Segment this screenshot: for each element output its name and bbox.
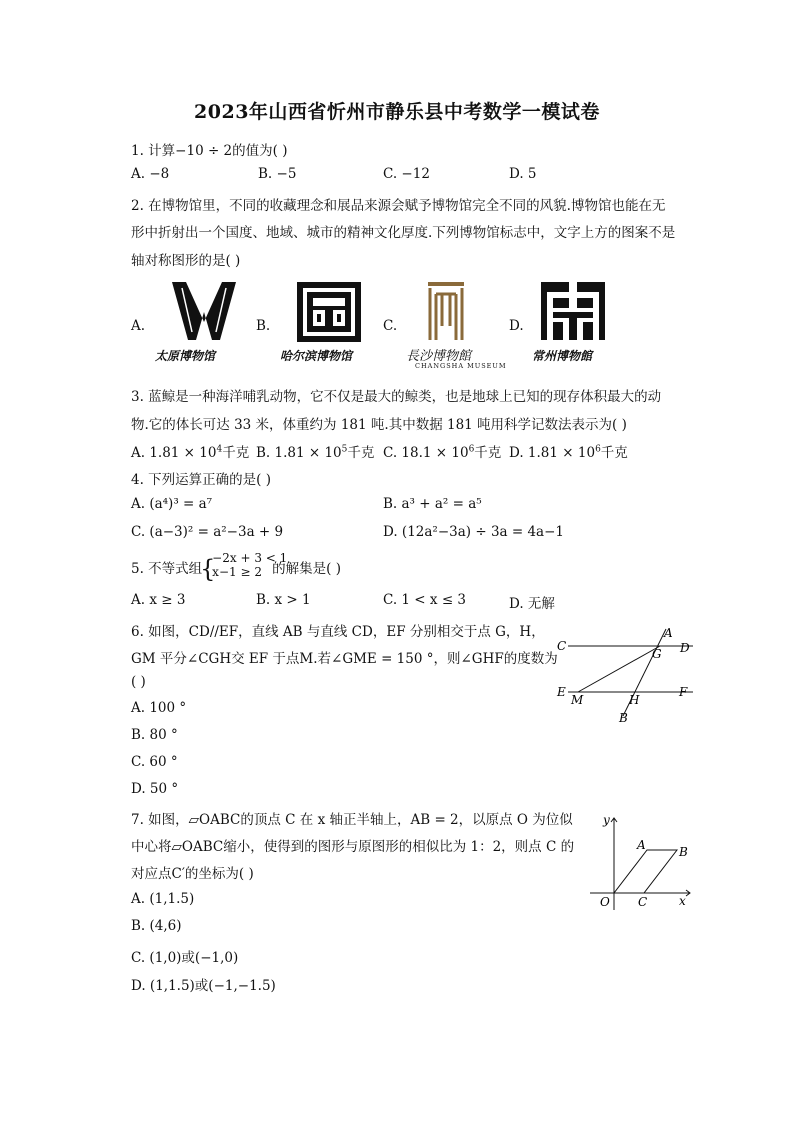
label-y: y	[603, 813, 610, 827]
q4-option-a: A. (a⁴)³ = a⁷	[131, 496, 213, 512]
label-c: C	[557, 639, 567, 653]
label-f: F	[679, 685, 688, 699]
question-6-line-2: GM 平分∠CGH交 EF 于点M.若∠GME = 150 °，则∠GHF的度数为	[131, 651, 558, 667]
label-o: O	[600, 895, 610, 909]
q3-option-d: D. $1.81 \times 10^6$千克	[509, 444, 628, 461]
question-4-stem: 4. 下列运算正确的是( )	[131, 472, 271, 488]
harbin-museum-caption: 哈尔滨博物馆	[280, 349, 353, 363]
q7-option-d: D. (1,1.5)或(−1,−1.5)	[131, 978, 276, 994]
changsha-museum-logo	[428, 282, 464, 340]
question-7-line-2: 中心将▱OABC缩小，使得到的图形与原图形的相似比为 1：2，则点 C 的	[131, 839, 575, 855]
q5-option-a: A. x ≥ 3	[131, 592, 186, 608]
label-d: D	[680, 641, 690, 655]
question-2-line-3: 轴对称图形的是( )	[131, 253, 241, 269]
changsha-museum-caption: 長沙博物館	[406, 349, 472, 364]
line-gm	[578, 646, 660, 692]
label-c: C	[638, 895, 648, 909]
q3-option-b: B. $1.81 \times 10^5$千克	[256, 444, 375, 461]
parallelogram-figure	[590, 810, 694, 914]
taiyuan-museum-logo	[168, 282, 240, 344]
parallel-lines-figure	[553, 624, 703, 724]
q7-option-a: A. (1,1.5)	[131, 891, 195, 907]
question-7-line-3: 对应点C′的坐标为( )	[131, 866, 254, 882]
label-m: M	[571, 693, 584, 707]
q5-option-d: D. 无解	[509, 596, 555, 612]
q6-option-c: C. 60 °	[131, 754, 178, 770]
inequality-2: x−1 ≥ 2	[212, 565, 262, 579]
q4-option-d: D. (12a²−3a) ÷ 3a = 4a−1	[383, 524, 565, 540]
q5-option-b: B. x > 1	[256, 592, 311, 608]
question-7-line-1: 7. 如图，▱OABC的顶点 C 在 x 轴正半轴上，AB = 2，以原点 O 为位似	[131, 812, 573, 828]
question-2-line-1: 2. 在博物馆里，不同的收藏理念和展品来源会赋予博物馆完全不同的风貌.博物馆也能在无	[131, 198, 666, 214]
q1-option-c: C. −12	[383, 166, 430, 182]
question-3-line-1: 3. 蓝鲸是一种海洋哺乳动物，它不仅是最大的鲸类，也是地球上已知的现存体积最大的动	[131, 389, 662, 405]
label-a: A	[664, 626, 673, 640]
q7-option-b: B. (4,6)	[131, 918, 182, 934]
taiyuan-museum-caption: 太原博物馆	[155, 349, 216, 363]
page-title: 2023年山西省忻州市静乐县中考数学一模试卷	[194, 101, 600, 123]
q4-option-b: B. a³ + a² = a⁵	[383, 496, 482, 512]
q1-option-d: D. 5	[509, 166, 537, 182]
question-1-stem: 1. 计算−10 ÷ 2的值为( )	[131, 143, 288, 159]
question-3-line-2: 物.它的体长可达 33 米，体重约为 181 吨.其中数据 181 吨用科学记数法表示为( )	[131, 417, 627, 433]
q5-option-c: C. 1 < x ≤ 3	[383, 592, 467, 608]
question-2-line-2: 形中折射出一个国度、地域、城市的精神文化厚度.下列博物馆标志中，文字上方的图案不是	[131, 225, 676, 241]
q3-option-c: C. $18.1 \times 10^6$千克	[383, 444, 502, 461]
q6-option-b: B. 80 °	[131, 727, 178, 743]
label-h: H	[629, 693, 640, 707]
changsha-museum-subcaption: CHANGSHA MUSEUM	[415, 362, 507, 370]
parallelogram-oabc	[614, 850, 677, 893]
label-e: E	[557, 685, 566, 699]
q4-option-c: C. (a−3)² = a²−3a + 9	[131, 524, 284, 540]
q6-option-d: D. 50 °	[131, 781, 179, 797]
q2-option-b: B.	[256, 318, 271, 334]
inequality-1: −2x + 3 < 1	[212, 551, 288, 565]
label-x: x	[679, 894, 686, 908]
q2-option-c: C.	[383, 318, 398, 334]
label-b: B	[679, 845, 688, 859]
question-6-line-3: ( )	[131, 674, 146, 690]
label-g: G	[652, 647, 662, 661]
q1-option-a: A. −8	[131, 166, 170, 182]
q2-option-d: D.	[509, 318, 524, 334]
label-a: A	[637, 838, 646, 852]
question-6-line-1: 6. 如图，CD//EF，直线 AB 与直线 CD，EF 分别相交于点 G，H，	[131, 624, 545, 640]
q1-option-b: B. −5	[258, 166, 297, 182]
q7-option-c: C. (1,0)或(−1,0)	[131, 950, 239, 966]
changzhou-museum-logo	[541, 282, 605, 340]
label-b: B	[619, 711, 628, 724]
question-5-stem: 5. 不等式组 { −2x + 3 < 1 x−1 ≥ 2 的解集是( )	[131, 551, 341, 583]
system-brace: {	[200, 555, 216, 583]
q2-option-a: A.	[131, 318, 146, 334]
q3-option-a: A. $1.81 \times 10^4$千克	[131, 444, 250, 461]
q6-option-a: A. 100 °	[131, 700, 187, 716]
harbin-museum-logo	[297, 282, 361, 342]
changzhou-museum-caption: 常州博物館	[532, 349, 593, 363]
